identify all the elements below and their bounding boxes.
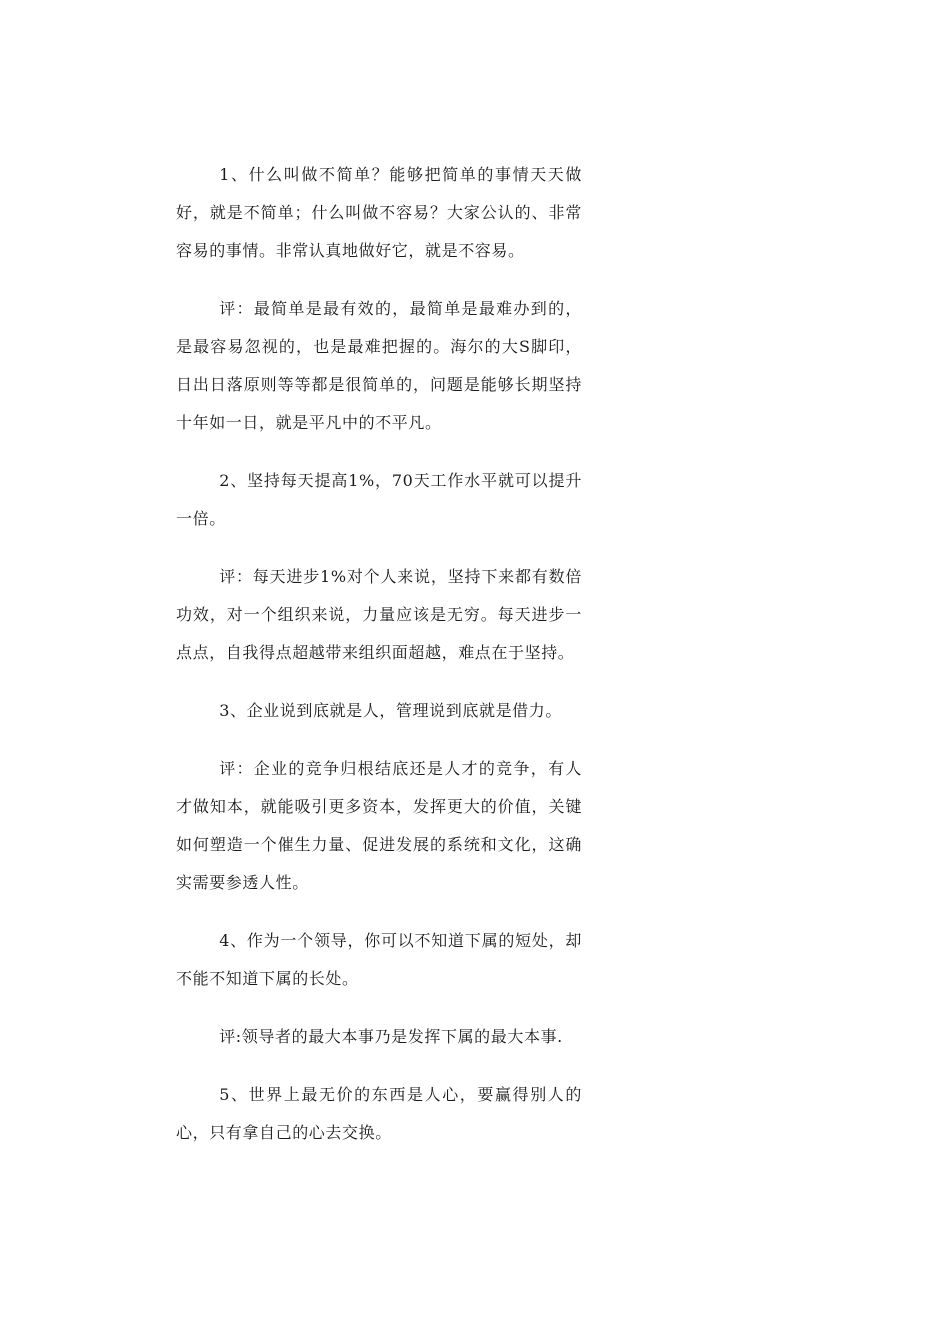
paragraph-4-question: 4、作为一个领导，你可以不知道下属的短处，却不能不知道下属的长处。 [176, 931, 582, 988]
paragraph-2-comment: 评：每天进步1%对个人来说，坚持下来都有数倍功效，对一个组织来说，力量应该是无穷。每天进步一点点，自我得点超越带来组织面超越，难点在于坚持。 [176, 567, 582, 662]
paragraph-1-comment: 评：最简单是最有效的，最简单是最难办到的，是最容易忽视的，也是最难把握的。海尔的大S脚印，日出日落原则等等都是很简单的，问题是能够长期坚持十年如一日，就是平凡中的不平凡。 [176, 299, 582, 432]
document-body [176, 156, 582, 1172]
paragraph-4-comment: 评:领导者的最大本事乃是发挥下属的最大本事. [219, 1027, 563, 1046]
paragraph-1-question: 1、什么叫做不简单？能够把简单的事情天天做好，就是不简单；什么叫做不容易？大家公认的、非常容易的事情。非常认真地做好它，就是不容易。 [176, 165, 582, 260]
paragraph-5-question: 5、世界上最无价的东西是人心，要赢得别人的心，只有拿自己的心去交换。 [176, 1085, 582, 1142]
paragraph-2-question: 2、坚持每天提高1%，70天工作水平就可以提升一倍。 [176, 471, 582, 528]
paragraph-3-question: 3、企业说到底就是人，管理说到底就是借力。 [219, 701, 562, 720]
paragraph-3-comment: 评：企业的竞争归根结底还是人才的竞争，有人才做知本，就能吸引更多资本，发挥更大的价值，关键如何塑造一个催生力量、促进发展的系统和文化，这确实需要参透人性。 [176, 759, 582, 892]
